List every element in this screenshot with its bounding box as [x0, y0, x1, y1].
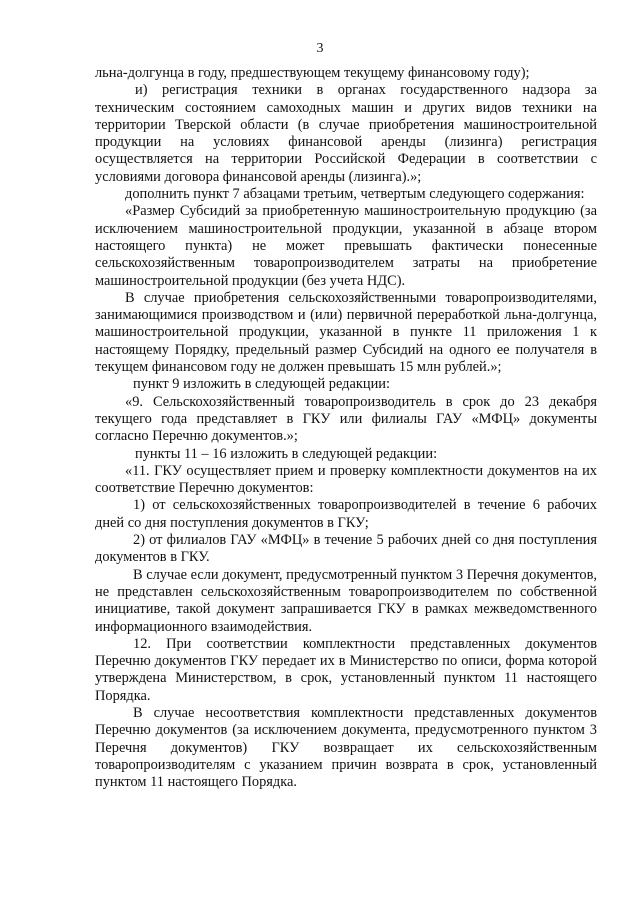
paragraph-flax-producers: В случае приобретения сельскохозяйственными товаропроизводителями, занимающимися производством и (или) первичной переработкой льна-долгунца, машиностроительной продукции, указанной в пункте 11 приложения 1 к настоящему Порядку, предельный размер Субсидий на одного ее получателя в текущем финансовом году не должен превышать 15 млн рублей.»;	[95, 289, 597, 376]
paragraph-point-12: 12. При соответствии комплектности представленных документов Перечню документов ГКУ передает их в Министерство по описи, форма которой утверждена Министерством, в срок, установленный пунктом 11 настоящего Порядка.	[95, 635, 597, 704]
paragraph-point-11-sub-2: 2) от филиалов ГАУ «МФЦ» в течение 5 рабочих дней со дня поступления документов в ГКУ.	[95, 532, 597, 566]
paragraph-point-11-interagency: В случае если документ, предусмотренный пунктом 3 Перечня документов, не представлен сельскохозяйственным товаропроизводителем по собственной инициативе, такой документ запрашивается ГКУ в рамках межведомственного информационного взаимодействия.	[95, 566, 597, 635]
document-body	[95, 65, 597, 791]
paragraph-subsidy-size: «Размер Субсидий за приобретенную машиностроительную продукцию (за исключением машиностроительной продукции, указанной в абзаце втором настоящего пункта) не может превышать фактически понесенные сельскохозяйственным товаропроизводителем затраты на приобретение машиностроительной продукции (без учета НДС).	[95, 203, 597, 289]
page-number: 3	[316, 41, 324, 56]
paragraph-point-11-sub-1: 1) от сельскохозяйственных товаропроизводителей в течение 6 рабочих дней со дня поступления документов в ГКУ;	[95, 497, 597, 531]
paragraph-point-9-text: «9. Сельскохозяйственный товаропроизводитель в срок до 23 декабря текущего года представляет в ГКУ или филиалы ГАУ «МФЦ» документы согласно Перечню документов.»;	[95, 393, 597, 445]
paragraph-amendment-points-11-16: пункты 11 – 16 изложить в следующей редакции:	[135, 445, 438, 462]
paragraph-amendment-point-9: пункт 9 изложить в следующей редакции:	[133, 376, 390, 393]
paragraph-point-12-return: В случае несоответствия комплектности представленных документов Перечню документов (за исключением документа, предусмотренного пунктом 3 Перечня документов) ГКУ возвращает их сельскохозяйственным товаропроизводителям с указанием причин возврата в срок, установленный пунктом 11 настоящего Порядка.	[95, 704, 597, 791]
paragraph-amendment-point-7: дополнить пункт 7 абзацами третьим, четвертым следующего содержания:	[125, 186, 585, 203]
paragraph-point-11: «11. ГКУ осуществляет прием и проверку комплектности документов на их соответствие Перечню документов:	[95, 462, 597, 497]
paragraph-continuation: льна-долгунца в году, предшествующем текущему финансовому году);	[95, 65, 530, 81]
paragraph-item-i: и) регистрация техники в органах государственного надзора за техническим состоянием самоходных машин и других видов техники на территории Тверской области (в случае приобретения машиностроительной продукции на условиях финансовой аренды (лизинга) регистрация осуществляется на территории Российской Федерации в соответствии с условиями договора финансовой аренды (лизинга).»;	[95, 82, 597, 185]
